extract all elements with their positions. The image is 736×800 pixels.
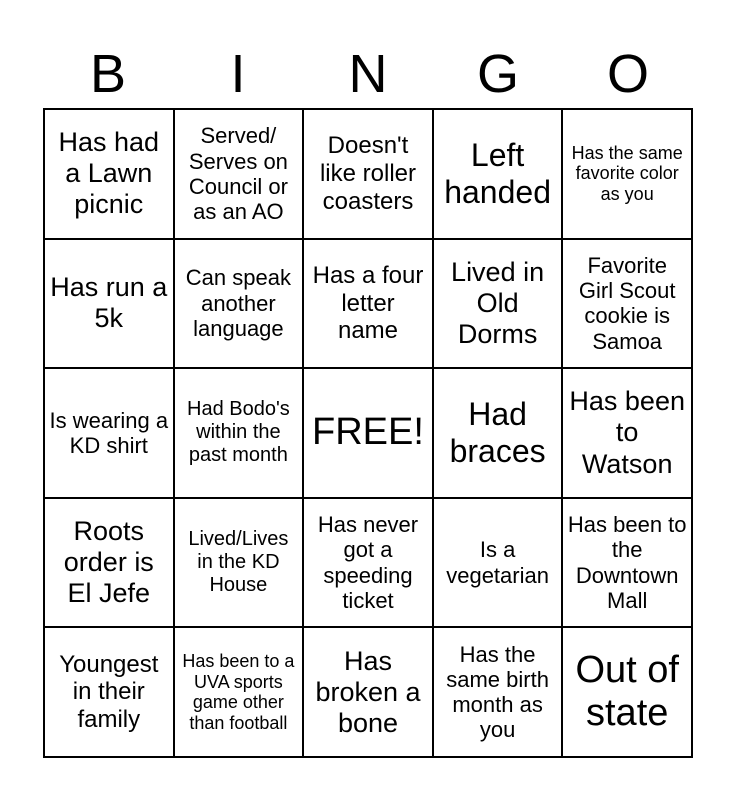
header-letter-n: N: [348, 44, 388, 104]
cell-text: Had braces: [449, 396, 546, 469]
bingo-cell[interactable]: [562, 498, 692, 628]
cell-text: Has broken a bone: [315, 645, 421, 738]
cell-text: Doesn't like roller coasters: [319, 132, 416, 215]
cell-text: Lived/Lives in the KD House: [188, 528, 289, 597]
header-letter-g: G: [476, 44, 519, 104]
bingo-cell[interactable]: [174, 627, 304, 757]
bingo-cell[interactable]: [433, 627, 563, 757]
bingo-cell[interactable]: [433, 239, 563, 369]
bingo-cell[interactable]: [562, 368, 692, 498]
bingo-card: [43, 108, 693, 758]
cell-text: Has the same favorite color as you: [571, 142, 683, 205]
bingo-cell[interactable]: [44, 498, 174, 628]
cell-text: Has never got a speeding ticket: [317, 512, 419, 613]
free-space[interactable]: [303, 368, 433, 498]
bingo-cell[interactable]: [303, 498, 433, 628]
bingo-cell[interactable]: [44, 368, 174, 498]
cell-text: Left handed: [444, 137, 551, 210]
header-letter-b: B: [89, 44, 127, 104]
cell-text: Favorite Girl Scout cookie is Samoa: [578, 252, 676, 354]
cell-text: Is wearing a KD shirt: [49, 407, 169, 458]
cell-text: Can speak another language: [185, 265, 291, 342]
bingo-cell[interactable]: [174, 368, 304, 498]
cell-text: Has had a Lawn picnic: [58, 127, 160, 220]
bingo-cell[interactable]: [303, 239, 433, 369]
bingo-cell[interactable]: [433, 109, 563, 239]
cell-text: Had Bodo's within the past month: [187, 398, 290, 467]
cell-text: Has the same birth month as you: [446, 641, 549, 743]
bingo-cell[interactable]: [562, 627, 692, 757]
bingo-cell[interactable]: [44, 627, 174, 757]
bingo-cell[interactable]: [303, 109, 433, 239]
header-letter-i: I: [230, 44, 246, 104]
bingo-cell[interactable]: [303, 627, 433, 757]
bingo-cell[interactable]: [433, 498, 563, 628]
cell-text: Roots order is El Jefe: [63, 516, 154, 609]
cell-text: Lived in Old Dorms: [451, 256, 545, 349]
cell-text: Is a vegetarian: [446, 537, 549, 588]
bingo-cell[interactable]: [174, 498, 304, 628]
cell-text: Has been to a UVA sports game other than football: [182, 650, 295, 733]
bingo-header: [43, 40, 693, 108]
cell-text: Out of state: [575, 648, 679, 735]
cell-text: FREE!: [312, 411, 424, 454]
cell-text: Has been to Watson: [569, 386, 685, 479]
bingo-cell[interactable]: [174, 109, 304, 239]
cell-text: Has been to the Downtown Mall: [567, 512, 687, 613]
bingo-cell[interactable]: [174, 239, 304, 369]
bingo-cell[interactable]: [433, 368, 563, 498]
bingo-cell[interactable]: [44, 109, 174, 239]
bingo-cell[interactable]: [562, 109, 692, 239]
bingo-cell[interactable]: [44, 239, 174, 369]
bingo-cell[interactable]: [562, 239, 692, 369]
cell-text: Youngest in their family: [59, 650, 159, 733]
cell-text: Has a four letter name: [312, 262, 424, 345]
cell-text: Has run a 5k: [50, 272, 168, 334]
cell-text: Served/ Serves on Council or as an AO: [188, 123, 288, 225]
header-letter-o: O: [606, 44, 649, 104]
